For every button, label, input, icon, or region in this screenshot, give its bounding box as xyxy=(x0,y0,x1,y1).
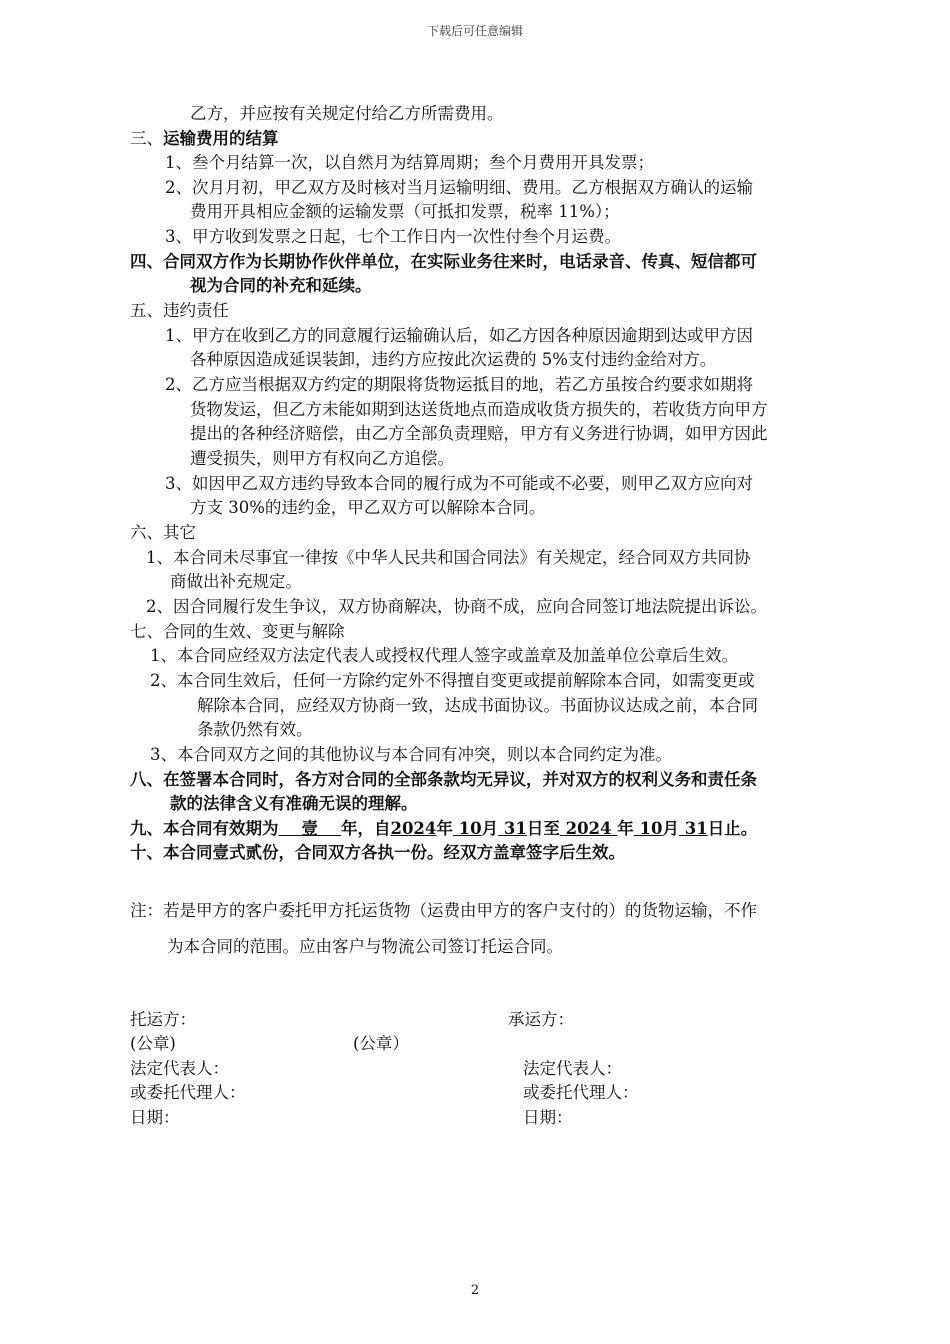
section-number: 三、 xyxy=(130,129,163,148)
clause-line: 2、因合同履行发生争议，双方协商解决，协商不成，应向合同签订地法院提出诉讼。 xyxy=(146,597,767,616)
section-heading-text xyxy=(130,129,279,148)
end-day xyxy=(679,819,708,838)
term-prefix: 九、本合同有效期为 xyxy=(130,819,279,838)
clause-line: 方支 30%的违约金，甲乙双方可以解除本合同。 xyxy=(190,498,546,517)
agent-right: 或委托代理人： xyxy=(523,1083,639,1102)
clause-line-bold: 四、合同双方作为长期协作伙伴单位，在实际业务往来时，电话录音、传真、短信都可 xyxy=(130,252,757,271)
clause-line-bold: 款的法律含义有准确无误的理解。 xyxy=(170,794,418,813)
start-month xyxy=(453,819,482,838)
carrier-label: 承运方： xyxy=(508,1010,574,1029)
clause-line: 解除本合同，应经双方协商一致，达成书面协议。书面协议达成之前，本合同 xyxy=(197,696,758,715)
term-text: 月 xyxy=(481,819,499,838)
clause-line: 2、乙方应当根据双方约定的期限将货物运抵目的地，若乙方虽按合约要求如期将 xyxy=(165,375,753,394)
section-title: 运输费用的结算 xyxy=(163,129,279,148)
clause-line: 3、如因甲乙双方违约导致本合同的履行成为不可能或不必要，则甲乙双方应向对 xyxy=(165,474,753,493)
clause-line: 2、本合同生效后，任何一方除约定外不得擅自变更或提前解除本合同，如需变更或 xyxy=(150,671,755,690)
note-line: 注：若是甲方的客户委托甲方托运货物（运费由甲方的客户支付的）的货物运输，不作 xyxy=(130,901,757,920)
clause-line-bold: 视为合同的补充和延续。 xyxy=(190,276,372,295)
clause-line: 乙方，并应按有关规定付给乙方所需费用。 xyxy=(190,104,504,123)
agent-left: 或委托代理人： xyxy=(130,1083,246,1102)
note-line: 为本合同的范围。应由客户与物流公司签订托运合同。 xyxy=(167,937,563,956)
end-year-value: 2024 xyxy=(565,819,612,838)
term-text: 月 xyxy=(662,819,679,838)
clause-line: 3、本合同双方之间的其他协议与本合同有冲突，则以本合同约定为准。 xyxy=(150,745,672,764)
end-day-value: 31 xyxy=(684,819,708,838)
clause-line: 1、本合同未尽事宜一律按《中华人民共和国合同法》有关规定，经合同双方共同协 xyxy=(146,548,751,567)
term-clause xyxy=(130,817,757,841)
end-year xyxy=(560,819,617,838)
term-text: 年 xyxy=(617,819,634,838)
start-day xyxy=(498,819,527,838)
term-years xyxy=(279,819,341,838)
term-text: 日止。 xyxy=(707,819,758,838)
clause-line: 2、次月月初，甲乙双方及时核对当月运输明细、费用。乙方根据双方确认的运输 xyxy=(165,178,753,197)
section-heading-7: 七、合同的生效、变更与解除 xyxy=(130,622,345,641)
page-header: 下载后可任意编辑 xyxy=(426,24,523,38)
end-month xyxy=(634,819,663,838)
section-heading-3 xyxy=(130,127,279,151)
clause-line-bold: 八、在签署本合同时，各方对合同的全部条款均无异议，并对双方的权利义务和责任条 xyxy=(130,770,757,789)
term-years-value: 壹 xyxy=(301,819,318,838)
clause-line: 货物发运，但乙方未能如期到达送货地点而造成收货方损失的，若收货方向甲方 xyxy=(190,400,768,419)
seal-right: (公章） xyxy=(353,1034,409,1053)
term-text: 日至 xyxy=(526,819,560,838)
clause-line: 1、叁个月结算一次，以自然月为结算周期；叁个月费用开具发票； xyxy=(165,153,654,172)
end-month-value: 10 xyxy=(639,819,663,838)
start-day-value: 31 xyxy=(503,819,527,838)
clause-line: 提出的各种经济赔偿，由乙方全部负责理赔，甲方有义务进行协调，如甲方因此 xyxy=(190,424,768,443)
term-text: 年 xyxy=(436,819,453,838)
section-heading-6: 六、其它 xyxy=(130,523,196,542)
start-year: 2024 xyxy=(390,819,437,838)
page-number: 2 xyxy=(470,1283,480,1298)
date-right: 日期： xyxy=(523,1108,573,1127)
clause-line: 3、甲方收到发票之日起，七个工作日内一次性付叁个月运费。 xyxy=(165,227,621,246)
clause-line: 商做出补充规定。 xyxy=(170,572,302,591)
clause-line: 1、甲方在收到乙方的同意履行运输确认后，如乙方因各种原因逾期到达或甲方因 xyxy=(165,326,753,345)
seal-left: (公章) xyxy=(130,1034,176,1053)
legal-rep-right: 法定代表人： xyxy=(523,1059,622,1078)
date-left: 日期： xyxy=(130,1108,180,1127)
legal-rep-left: 法定代表人： xyxy=(130,1059,229,1078)
clause-line: 1、本合同应经双方法定代表人或授权代理人签字或盖章及加盖单位公章后生效。 xyxy=(150,646,738,665)
clause-ten: 十、本合同壹式贰份，合同双方各执一份。经双方盖章签字后生效。 xyxy=(130,843,625,862)
clause-line: 条款仍然有效。 xyxy=(197,720,313,739)
clause-line: 费用开具相应金额的运输发票（可抵扣发票，税率 11%）； xyxy=(190,202,620,221)
section-heading-5: 五、违约责任 xyxy=(130,301,229,320)
shipper-label: 托运方： xyxy=(130,1010,196,1029)
clause-line: 遭受损失，则甲方有权向乙方追偿。 xyxy=(190,449,454,468)
clause-line: 各种原因造成延误装卸，违约方应按此次运费的 5%支付违约金给对方。 xyxy=(190,350,717,369)
start-month-value: 10 xyxy=(458,819,482,838)
term-text: 年，自 xyxy=(340,819,391,838)
